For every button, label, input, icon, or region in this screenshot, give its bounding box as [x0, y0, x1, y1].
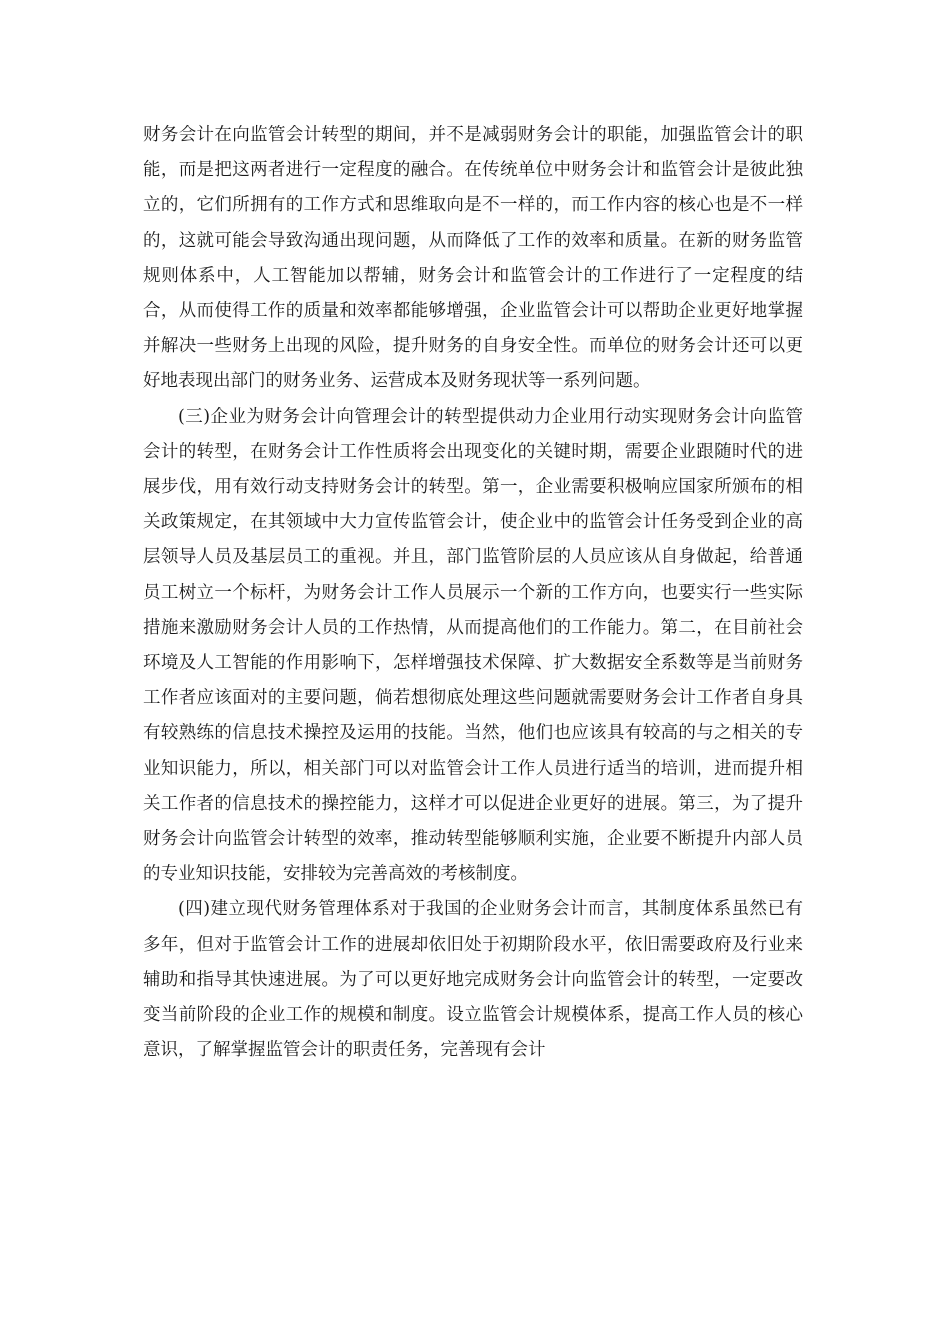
paragraph-section-four: (四)建立现代财务管理体系对于我国的企业财务会计而言，其制度体系虽然已有多年，但对于监管会计工作的进展却依旧处于初期阶段水平，依旧需要政府及行业来辅助和指导其快速进展。为了可以更好地完成财务会计向监管会计的转型，一定要改变当前阶段的企业工作的规模和制度。设立监管会计规模体系，提高工作人员的核心意识，了解掌握监管会计的职责任务，完善现有会计	[143, 899, 803, 1061]
document-body	[143, 118, 803, 1068]
paragraph-section-three: (三)企业为财务会计向管理会计的转型提供动力企业用行动实现财务会计向监管会计的转型，在财务会计工作性质将会出现变化的关键时期，需要企业跟随时代的进展步伐，用有效行动支持财务会计的转型。第一，企业需要积极响应国家所颁布的相关政策规定，在其领域中大力宣传监管会计，使企业中的监管会计任务受到企业的高层领导人员及基层员工的重视。并且，部门监管阶层的人员应该从自身做起，给普通员工树立一个标杆，为财务会计工作人员展示一个新的工作方向，也要实行一些实际措施来激励财务会计人员的工作热情，从而提高他们的工作能力。第二，在目前社会环境及人工智能的作用影响下，怎样增强技术保障、扩大数据安全系数等是当前财务工作者应该面对的主要问题，倘若想彻底处理这些问题就需要财务会计工作者自身具有较熟练的信息技术操控及运用的技能。当然，他们也应该具有较高的与之相关的专业知识能力，所以，相关部门可以对监管会计工作人员进行适当的培训，进而提升相关工作者的信息技术的操控能力，这样才可以促进企业更好的进展。第三，为了提升财务会计向监管会计转型的效率，推动转型能够顺利实施，企业要不断提升内部人员的专业知识技能，安排较为完善高效的考核制度。	[143, 406, 803, 885]
paragraph-continuation: 财务会计在向监管会计转型的期间，并不是减弱财务会计的职能，加强监管会计的职能，而是把这两者进行一定程度的融合。在传统单位中财务会计和监管会计是彼此独立的，它们所拥有的工作方式和思维取向是不一样的，而工作内容的核心也是不一样的，这就可能会导致沟通出现问题，从而降低了工作的效率和质量。在新的财务监管规则体系中，人工智能加以帮辅，财务会计和监管会计的工作进行了一定程度的结合，从而使得工作的质量和效率都能够增强，企业监管会计可以帮助企业更好地掌握并解决一些财务上出现的风险，提升财务的自身安全性。而单位的财务会计还可以更好地表现出部门的财务业务、运营成本及财务现状等一系列问题。	[143, 125, 803, 392]
